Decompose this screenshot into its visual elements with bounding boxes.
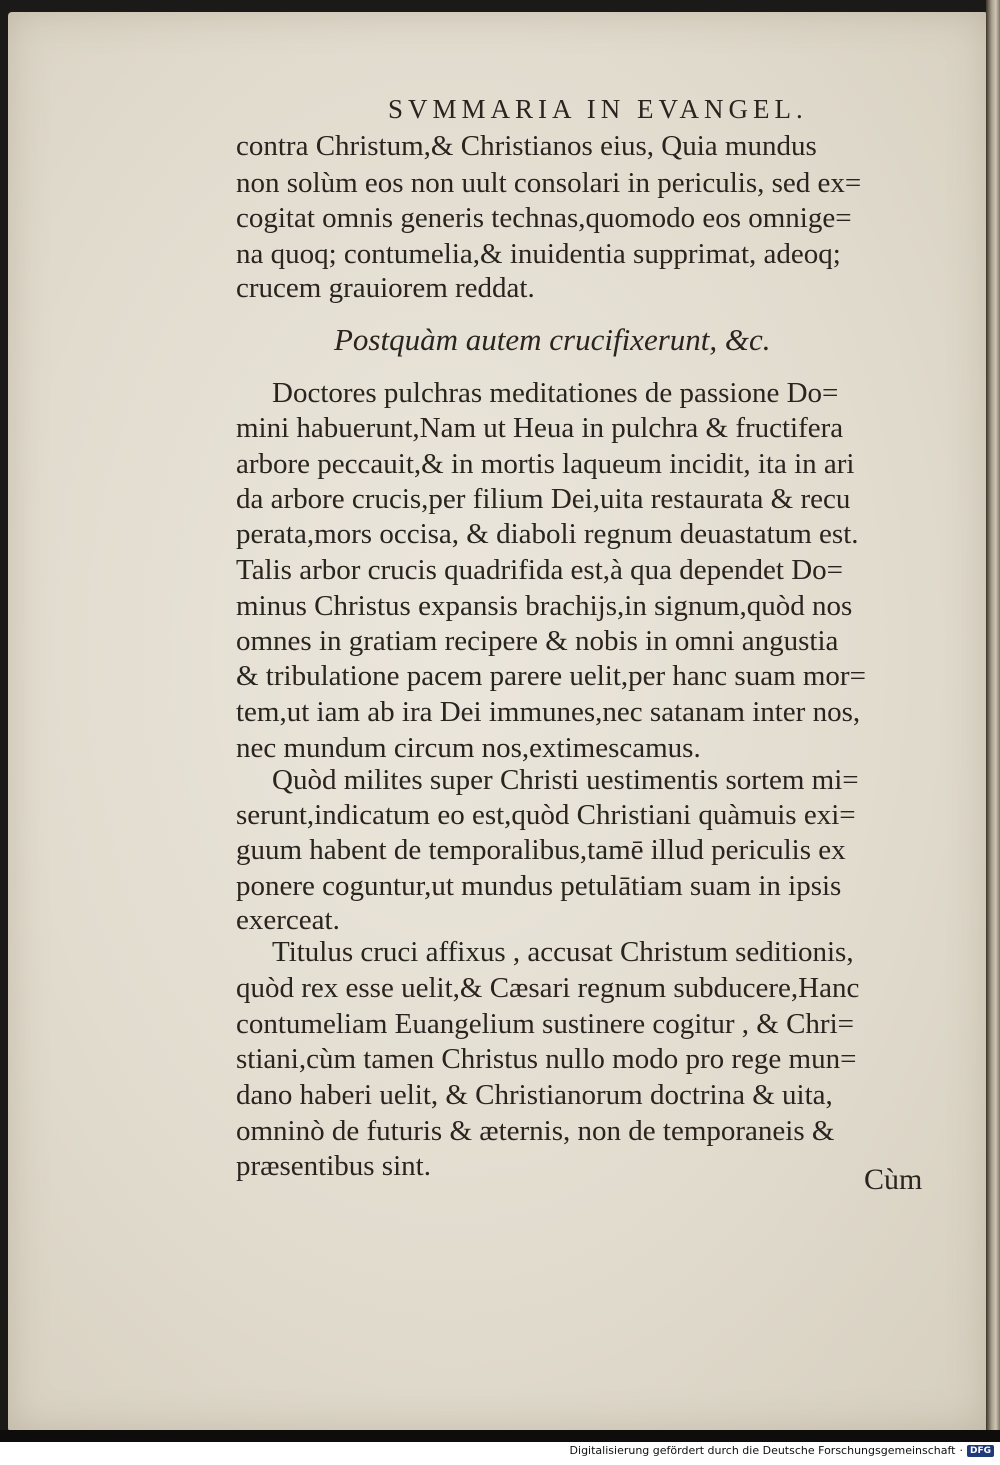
book-edge: [986, 0, 1000, 1442]
text-line: præsentibus sint.: [236, 1150, 431, 1182]
text-line: mini habuerunt,Nam ut Heua in pulchra & fructifera: [236, 412, 844, 444]
text-line: Doctores pulchras meditationes de passione Do=: [272, 377, 839, 409]
text-line: na quoq; contumelia,& inuidentia supprimat, adeoq;: [236, 238, 841, 270]
text-line: da arbore crucis,per filium Dei,uita restaurata & recu: [236, 483, 851, 515]
text-line: crucem grauiorem reddat.: [236, 272, 535, 304]
text-line: & tribulatione pacem parere uelit,per hanc suam mor=: [236, 660, 866, 692]
scan-bottom-border: [0, 1430, 1000, 1442]
text-line: quòd rex esse uelit,& Cæsari regnum subducere,Hanc: [236, 972, 860, 1004]
text-line: minus Christus expansis brachijs,in signum,quòd nos: [236, 590, 853, 622]
text-line: omninò de futuris & æternis, non de temporaneis &: [236, 1115, 835, 1147]
text-line: Talis arbor crucis quadrifida est,à qua dependet Do=: [236, 554, 843, 586]
text-line: contra Christum,& Christianos eius, Quia mundus: [236, 130, 817, 162]
text-line: Quòd milites super Christi uestimentis sortem mi=: [272, 764, 859, 796]
text-line: cogitat omnis generis technas,quomodo eos omnige=: [236, 202, 852, 234]
catchword: Cùm: [864, 1163, 923, 1196]
text-line: nec mundum circum nos,extimescamus.: [236, 732, 701, 764]
footer-credit: Digitalisierung gefördert durch die Deutsche Forschungsgemeinschaft · DFG: [570, 1444, 994, 1457]
text-line: arbore peccauit,& in mortis laqueum incidit, ita in ari: [236, 448, 855, 480]
text-line: exerceat.: [236, 904, 340, 936]
text-line: Titulus cruci affixus , accusat Christum seditionis,: [272, 936, 854, 968]
text-line: ponere coguntur,ut mundus petulātiam suam in ipsis: [236, 870, 842, 902]
text-line: perata,mors occisa, & diaboli regnum deuastatum est.: [236, 518, 859, 550]
text-line: omnes in gratiam recipere & nobis in omni angustia: [236, 625, 839, 657]
footer-text: Digitalisierung gefördert durch die Deutsche Forschungsgemeinschaft: [569, 1444, 956, 1457]
text-line: guum habent de temporalibus,tamē illud periculis ex: [236, 834, 846, 866]
text-line: dano haberi uelit, & Christianorum doctrina & uita,: [236, 1079, 833, 1111]
running-head: SVMMARIA IN EVANGEL.: [388, 94, 808, 124]
text-line: non solùm eos non uult consolari in periculis, sed ex=: [236, 167, 862, 199]
text-line: stiani,cùm tamen Christus nullo modo pro rege mun=: [236, 1043, 857, 1075]
dfg-logo: DFG: [967, 1445, 994, 1457]
text-line: serunt,indicatum eo est,quòd Christiani quàmuis exi=: [236, 799, 856, 831]
section-heading: Postquàm autem crucifixerunt, &c.: [334, 322, 771, 357]
text-line: contumeliam Euangelium sustinere cogitur , & Chri=: [236, 1008, 854, 1040]
text-line: tem,ut iam ab ira Dei immunes,nec satanam inter nos,: [236, 696, 861, 728]
